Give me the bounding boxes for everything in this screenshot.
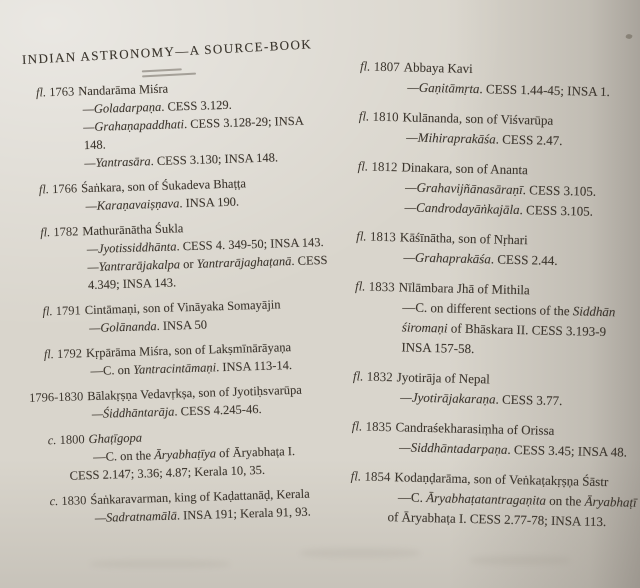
work-line bbox=[387, 507, 640, 533]
work-segment: —Sadratnamālā bbox=[94, 508, 178, 525]
entry-date: c. 1830 bbox=[49, 493, 87, 509]
work-segment: —Golānanda bbox=[89, 319, 157, 336]
work-segment: —Jyotissiddhānta bbox=[86, 239, 177, 257]
work-segment: Siddhān bbox=[572, 303, 616, 320]
entry-name: Jyotirāja of Nepal bbox=[396, 369, 491, 387]
entry-date: fl. 1792 bbox=[43, 346, 83, 362]
entry bbox=[20, 75, 335, 174]
work-segment: —Yantrasāra bbox=[84, 154, 151, 171]
work-segment: —Jyotirājakaraṇa bbox=[400, 389, 496, 407]
work-segment: . CESS 4. 349-50; INSA 143. bbox=[176, 235, 324, 254]
work-segment: . INSA 191; Kerala 91, 93. bbox=[176, 504, 311, 523]
date-prefix: fl. bbox=[42, 304, 53, 319]
work-segment: CESS 2.147; 3.36; 4.87; Kerala 10, 35. bbox=[69, 462, 266, 483]
entry-name: Cintāmaṇi, son of Vināyaka Somayājin bbox=[84, 297, 281, 318]
work-segment: śiromaṇi bbox=[401, 319, 448, 336]
date-prefix: fl. bbox=[357, 158, 369, 174]
entry bbox=[28, 337, 341, 382]
entry bbox=[337, 226, 640, 273]
work-segment: . INSA 190. bbox=[179, 194, 240, 211]
date-prefix: fl. bbox=[358, 108, 370, 124]
entry-date: fl. 1832 bbox=[352, 368, 393, 385]
work-line bbox=[400, 387, 640, 413]
show-through-mark bbox=[90, 560, 230, 568]
work-segment: of Āryabhaṭa I. bbox=[215, 444, 296, 461]
entry bbox=[23, 172, 336, 217]
entry bbox=[338, 156, 640, 223]
work-segment: —Yantrarājakalpa bbox=[87, 257, 181, 275]
entry bbox=[32, 484, 345, 529]
date-prefix: fl. bbox=[350, 468, 362, 484]
work-segment: —C. on bbox=[90, 362, 134, 379]
work-segment: —Grahaprakāśa bbox=[403, 249, 492, 267]
work-segment: on the bbox=[545, 492, 585, 509]
entry bbox=[331, 466, 640, 533]
date-prefix: c. bbox=[47, 433, 57, 448]
entry bbox=[341, 56, 640, 103]
entry-date: fl. 1835 bbox=[351, 418, 392, 435]
work-segment: INSA 157-58. bbox=[401, 339, 475, 357]
entry-name: Candraśekharasiṃha of Orissa bbox=[395, 419, 555, 438]
work-line bbox=[406, 127, 640, 153]
entry-name: Śaṅkaravarman, king of Kaḍattanāḍ, Kerala bbox=[90, 486, 310, 508]
entry-date: fl. 1791 bbox=[42, 303, 81, 319]
work-segment: . CESS bbox=[291, 252, 328, 269]
date-prefix: fl. bbox=[354, 278, 366, 294]
date-prefix: fl. bbox=[351, 418, 363, 434]
entry-date: fl. 1766 bbox=[38, 181, 78, 197]
work-line bbox=[407, 77, 640, 103]
work-segment: Āryabhaṭīya bbox=[153, 446, 217, 463]
work-segment: or bbox=[179, 256, 197, 272]
entry bbox=[334, 366, 640, 413]
watermark-line bbox=[142, 73, 196, 78]
page-header-title: INDIAN ASTRONOMY—A SOURCE-BOOK bbox=[21, 36, 313, 67]
entry-name-italic: Ghaṭīgopa bbox=[88, 430, 143, 447]
date-prefix: fl. bbox=[40, 225, 51, 240]
entry bbox=[340, 106, 640, 153]
work-segment: —Siddhāntadarpaṇa bbox=[398, 439, 508, 457]
work-segment: 148. bbox=[83, 137, 106, 153]
work-segment: —Karaṇavaiṣṇava bbox=[85, 196, 180, 214]
column-left bbox=[20, 75, 345, 536]
work-segment: of Bhāskara II. CESS 3.193-9 bbox=[447, 320, 607, 340]
entry bbox=[29, 380, 342, 425]
column-right bbox=[331, 56, 640, 543]
entry-date: 1796-1830 bbox=[28, 389, 84, 405]
work-segment: —Grahaṇapaddhati bbox=[83, 117, 185, 135]
work-segment: . INSA 113-14. bbox=[215, 358, 293, 375]
entry-name: Kodaṇḍarāma, son of Veṅkaṭakṛṣṇa Śāstr bbox=[394, 469, 609, 490]
entry-name: Kṛpārāma Miśra, son of Lakṣmīnārāyaṇa bbox=[85, 340, 292, 361]
work-segment: —Candrodayāṅkajāla bbox=[404, 199, 520, 218]
entry bbox=[24, 215, 338, 296]
work-segment: . CESS 2.47. bbox=[495, 131, 563, 149]
work-segment: . CESS 2.44. bbox=[490, 251, 558, 268]
work-line bbox=[404, 197, 640, 223]
work-segment: . CESS 3.130; INSA 148. bbox=[150, 150, 279, 169]
entry-date: fl. 1854 bbox=[350, 468, 391, 485]
work-segment: —Goladarpaṇa bbox=[82, 99, 162, 117]
entry-date: fl. 1812 bbox=[357, 158, 398, 175]
entry-name: Mathurānātha Śukla bbox=[82, 221, 184, 239]
date-prefix: c. bbox=[49, 494, 59, 509]
watermark-line bbox=[142, 68, 182, 72]
work-segment: . CESS 3.128-29; INSA bbox=[183, 113, 304, 132]
work-segment: . CESS 3.77. bbox=[495, 391, 563, 409]
work-segment: —Grahavijñānasāraṇī bbox=[404, 179, 523, 198]
work-segment: . CESS 3.45; INSA 48. bbox=[507, 441, 628, 460]
work-segment: —C. on the bbox=[92, 448, 155, 464]
date-prefix: fl. bbox=[352, 368, 364, 384]
work-segment: . CESS 3.105. bbox=[519, 202, 594, 219]
work-segment: Āryabhaṭatantragaṇita bbox=[426, 490, 547, 508]
date-prefix: fl. bbox=[35, 85, 47, 100]
work-segment: . CESS 3.105. bbox=[522, 182, 597, 199]
entry-name: Bālakṛṣṇa Vedavṛkṣa, son of Jyotiḥsvarūpa bbox=[87, 382, 303, 404]
date-prefix: fl. bbox=[359, 58, 371, 74]
work-segment: . CESS 3.129. bbox=[161, 97, 232, 114]
work-segment: 4.349; INSA 143. bbox=[87, 275, 177, 293]
entry bbox=[30, 423, 343, 486]
show-through-mark bbox=[470, 556, 570, 565]
work-segment: —Mihiraprakāśa bbox=[406, 129, 496, 147]
entry-date: c. 1800 bbox=[47, 432, 85, 448]
entry-date: fl. 1807 bbox=[359, 58, 400, 75]
entry-name: Nīlāmbara Jhā of Mithila bbox=[398, 279, 530, 298]
work-segment: —Gaṇitāmṛta bbox=[407, 79, 480, 97]
entry-name: Kulānanda, son of Viśvarūpa bbox=[402, 109, 554, 128]
work-segment: —C. bbox=[397, 489, 427, 506]
entry-name: Kāśīnātha, son of Nṛhari bbox=[399, 229, 528, 248]
entry-date: fl. 1810 bbox=[358, 108, 399, 125]
entry bbox=[333, 416, 640, 463]
work-segment: of Āryabhaṭa I. CESS 2.77-78; INSA 113. bbox=[387, 509, 607, 530]
entry bbox=[26, 294, 339, 339]
work-segment: . INSA 50 bbox=[156, 317, 208, 334]
date-prefix: fl. bbox=[43, 347, 55, 362]
work-segment: Yantracintāmaṇi bbox=[133, 360, 217, 377]
work-segment: . CESS 1.44-45; INSA 1. bbox=[479, 81, 611, 100]
entry-name: Śaṅkara, son of Śukadeva Bhaṭṭa bbox=[80, 176, 247, 196]
work-line bbox=[403, 247, 640, 273]
date-prefix: fl. bbox=[356, 228, 367, 244]
entry-name: Abbaya Kavi bbox=[403, 59, 473, 76]
work-segment: —Śiddhāntarāja bbox=[91, 404, 175, 422]
entry-name: Dinakara, son of Ananta bbox=[401, 159, 528, 178]
entry-date: fl. 1813 bbox=[356, 228, 397, 245]
entry bbox=[335, 276, 640, 363]
entry-name: Nandarāma Miśra bbox=[78, 81, 169, 99]
work-segment: . CESS 4.245-46. bbox=[174, 401, 262, 419]
show-through-mark bbox=[300, 548, 420, 558]
entry-date: fl. 1763 bbox=[35, 84, 75, 100]
date-prefix: fl. bbox=[38, 182, 50, 197]
work-line bbox=[399, 437, 640, 463]
work-segment: Yantrarājaghaṭanā bbox=[196, 254, 292, 271]
entry-date: fl. 1833 bbox=[354, 278, 395, 295]
work-segment: Āryabhaṭī bbox=[584, 493, 637, 510]
entry-date: fl. 1782 bbox=[40, 224, 79, 240]
paper-speck bbox=[625, 33, 633, 40]
work-segment: —C. on different sections of the bbox=[402, 299, 573, 319]
